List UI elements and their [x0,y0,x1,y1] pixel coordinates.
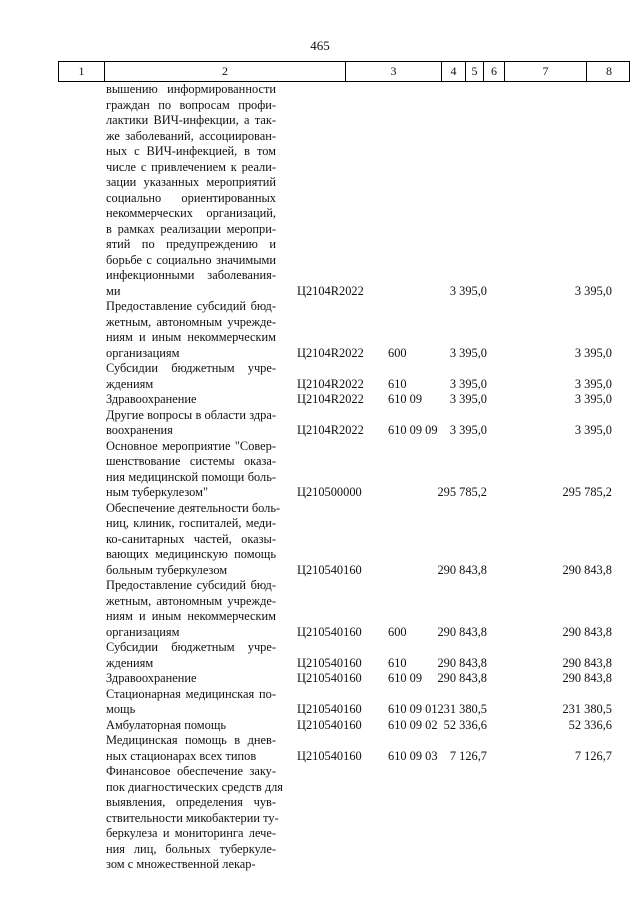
row-classifier: 600 [388,624,407,639]
row-code: Ц210540160 [297,655,362,670]
row-classifier: 610 09 03 [388,748,438,763]
header-col-5: 5 [465,62,483,81]
description-line: Финансовое обеспечение заку- [106,764,276,778]
description-line: Основное мероприятие "Совер- [106,438,276,453]
description-line: Субсидии бюджетным учре- [106,361,276,375]
description-line: ным туберкулезом" [106,485,209,499]
row-classifier: 610 09 [388,392,423,406]
description-line: числе с привлечением к реали- [106,159,276,174]
description-line: вышению информированности [106,82,276,96]
table-row [0,733,640,764]
description-line: Медицинская помощь в днев- [106,733,276,747]
table-row [0,687,640,718]
row-description [106,687,276,718]
table-header [58,61,630,82]
header-col-6: 6 [483,62,504,81]
table-row [0,718,640,734]
table-row [0,439,640,501]
header-col-7: 7 [504,62,586,81]
description-line: мощь [106,702,136,716]
row-amount-total: 3 395,0 [574,376,612,391]
row-amount: 3 395,0 [449,423,487,437]
description-line: Здравоохранение [106,392,197,406]
row-code: Ц210500000 [297,485,362,499]
row-description [106,671,276,687]
header-col-4: 4 [441,62,465,81]
row-amount: 290 843,8 [437,655,487,670]
description-line: организациям [106,345,180,360]
description-line: ждениям [106,376,154,391]
description-line: Обеспечение деятельности боль- [106,500,281,515]
description-line: инфекционными заболевания- [106,268,276,282]
row-classifier: 610 09 02 [388,717,438,732]
row-amount: 3 395,0 [449,283,487,298]
description-line: выявления, определения чув- [106,795,276,809]
description-line: социально ориентированных [106,190,276,205]
row-amount: 295 785,2 [437,485,487,499]
description-line: зации указанных мероприятий [106,175,276,189]
row-code: Ц2104R2022 [297,283,364,298]
description-line: жетным, автономным учрежде- [106,593,276,608]
description-line: ниц, клиник, госпиталей, меди- [106,516,276,530]
row-amount: 3 395,0 [449,345,487,360]
row-code: Ц210540160 [297,717,362,732]
description-line: вающих медицинскую помощь [106,547,276,561]
row-amount: 3 395,0 [449,392,487,406]
description-line: борьбе с социально значимыми [106,252,276,267]
row-amount-total: 290 843,8 [562,671,612,685]
row-description [106,299,276,361]
description-line: Предоставление субсидий бюд- [106,299,276,313]
row-amount-total: 290 843,8 [562,655,612,670]
description-line: ния лиц, больных туберкуле- [106,841,276,856]
row-code: Ц210540160 [297,624,362,639]
description-line: Субсидии бюджетным учре- [106,640,276,654]
description-line: больным туберкулезом [106,562,228,577]
row-amount-total: 295 785,2 [562,485,612,499]
table-row [0,764,640,873]
row-description [106,764,284,873]
description-line: ниям и иным некоммерческим [106,609,276,623]
row-description [106,361,276,392]
row-code: Ц2104R2022 [297,345,364,360]
table-row [0,392,640,408]
description-line: ждениям [106,655,154,670]
row-amount-total: 290 843,8 [562,562,612,577]
row-amount: 52 336,6 [443,717,487,732]
row-classifier: 600 [388,345,407,360]
row-code: Ц2104R2022 [297,392,364,406]
row-description [106,439,276,501]
row-description [106,733,276,764]
row-description [106,82,276,299]
table-row [0,299,640,361]
description-line: воохранения [106,423,173,437]
description-line: беркулеза и мониторинга лече- [106,826,276,840]
description-line: граждан по вопросам профи- [106,97,276,112]
row-code: Ц210540160 [297,562,362,577]
row-amount-total: 3 395,0 [574,392,612,406]
row-classifier: 610 09 [388,671,423,685]
description-line: ниям и иным некоммерческим [106,330,276,344]
description-line: ния медицинской помощи боль- [106,469,276,484]
description-line: зом с множественной лекар- [106,857,256,871]
description-line: ствительности микобактерии ту- [106,810,279,825]
row-amount-total: 3 395,0 [574,283,612,298]
row-amount-total: 3 395,0 [574,423,612,437]
table-row [0,361,640,392]
row-amount-total: 7 126,7 [574,748,612,763]
row-code: Ц210540160 [297,702,362,716]
table-row [0,578,640,640]
row-description [106,500,281,579]
description-line: шенствование системы оказа- [106,454,276,468]
table-row [0,671,640,687]
table-row [0,640,640,671]
table-row [0,408,640,439]
page-number: 465 [310,38,330,53]
description-line: ми [106,283,121,298]
description-line: же заболеваний, ассоциирован- [106,128,276,143]
description-line: Стационарная медицинская по- [106,686,276,701]
row-classifier: 610 [388,655,407,670]
table-row [0,82,640,299]
header-col-1: 1 [78,64,85,78]
row-classifier: 610 09 01 [388,702,438,716]
header-col-8: 8 [586,62,631,81]
row-description [106,392,276,408]
description-line: ных стационарах всех типов [106,748,257,763]
row-amount: 7 126,7 [449,748,487,763]
description-line: ных с ВИЧ-инфекцией, в том [106,144,276,158]
description-line: некоммерческих организаций, [106,206,276,220]
row-classifier: 610 [388,376,407,391]
description-line: ятий по предупреждению и [106,237,276,251]
table-row [0,501,640,579]
description-line: пок диагностических средств для [106,779,284,794]
description-line: организациям [106,624,180,639]
description-line: Здравоохранение [106,671,197,685]
description-line: лактики ВИЧ-инфекции, а так- [106,113,276,127]
row-amount-total: 231 380,5 [562,702,612,716]
row-code: Ц2104R2022 [297,376,364,391]
description-line: в рамках реализации меропри- [106,221,276,236]
description-line: Предоставление субсидий бюд- [106,578,276,592]
row-description [106,640,276,671]
row-code: Ц210540160 [297,748,362,763]
row-classifier: 610 09 09 [388,423,438,437]
row-description [106,578,276,640]
row-amount: 3 395,0 [449,376,487,391]
row-amount: 290 843,8 [437,671,487,685]
row-amount-total: 52 336,6 [568,717,612,732]
row-code: Ц2104R2022 [297,423,364,437]
row-amount: 231 380,5 [437,702,487,716]
row-amount-total: 290 843,8 [562,624,612,639]
row-amount-total: 3 395,0 [574,345,612,360]
row-code: Ц210540160 [297,671,362,685]
description-line: Амбулаторная помощь [106,717,227,732]
row-amount: 290 843,8 [437,562,487,577]
header-col-3: 3 [345,62,441,81]
row-amount: 290 843,8 [437,624,487,639]
row-description [106,408,276,439]
header-col-2: 2 [104,62,345,81]
row-description [106,718,276,734]
description-line: жетным, автономным учрежде- [106,314,276,329]
description-line: Другие вопросы в области здра- [106,407,276,422]
description-line: ко-санитарных частей, оказы- [106,531,276,546]
